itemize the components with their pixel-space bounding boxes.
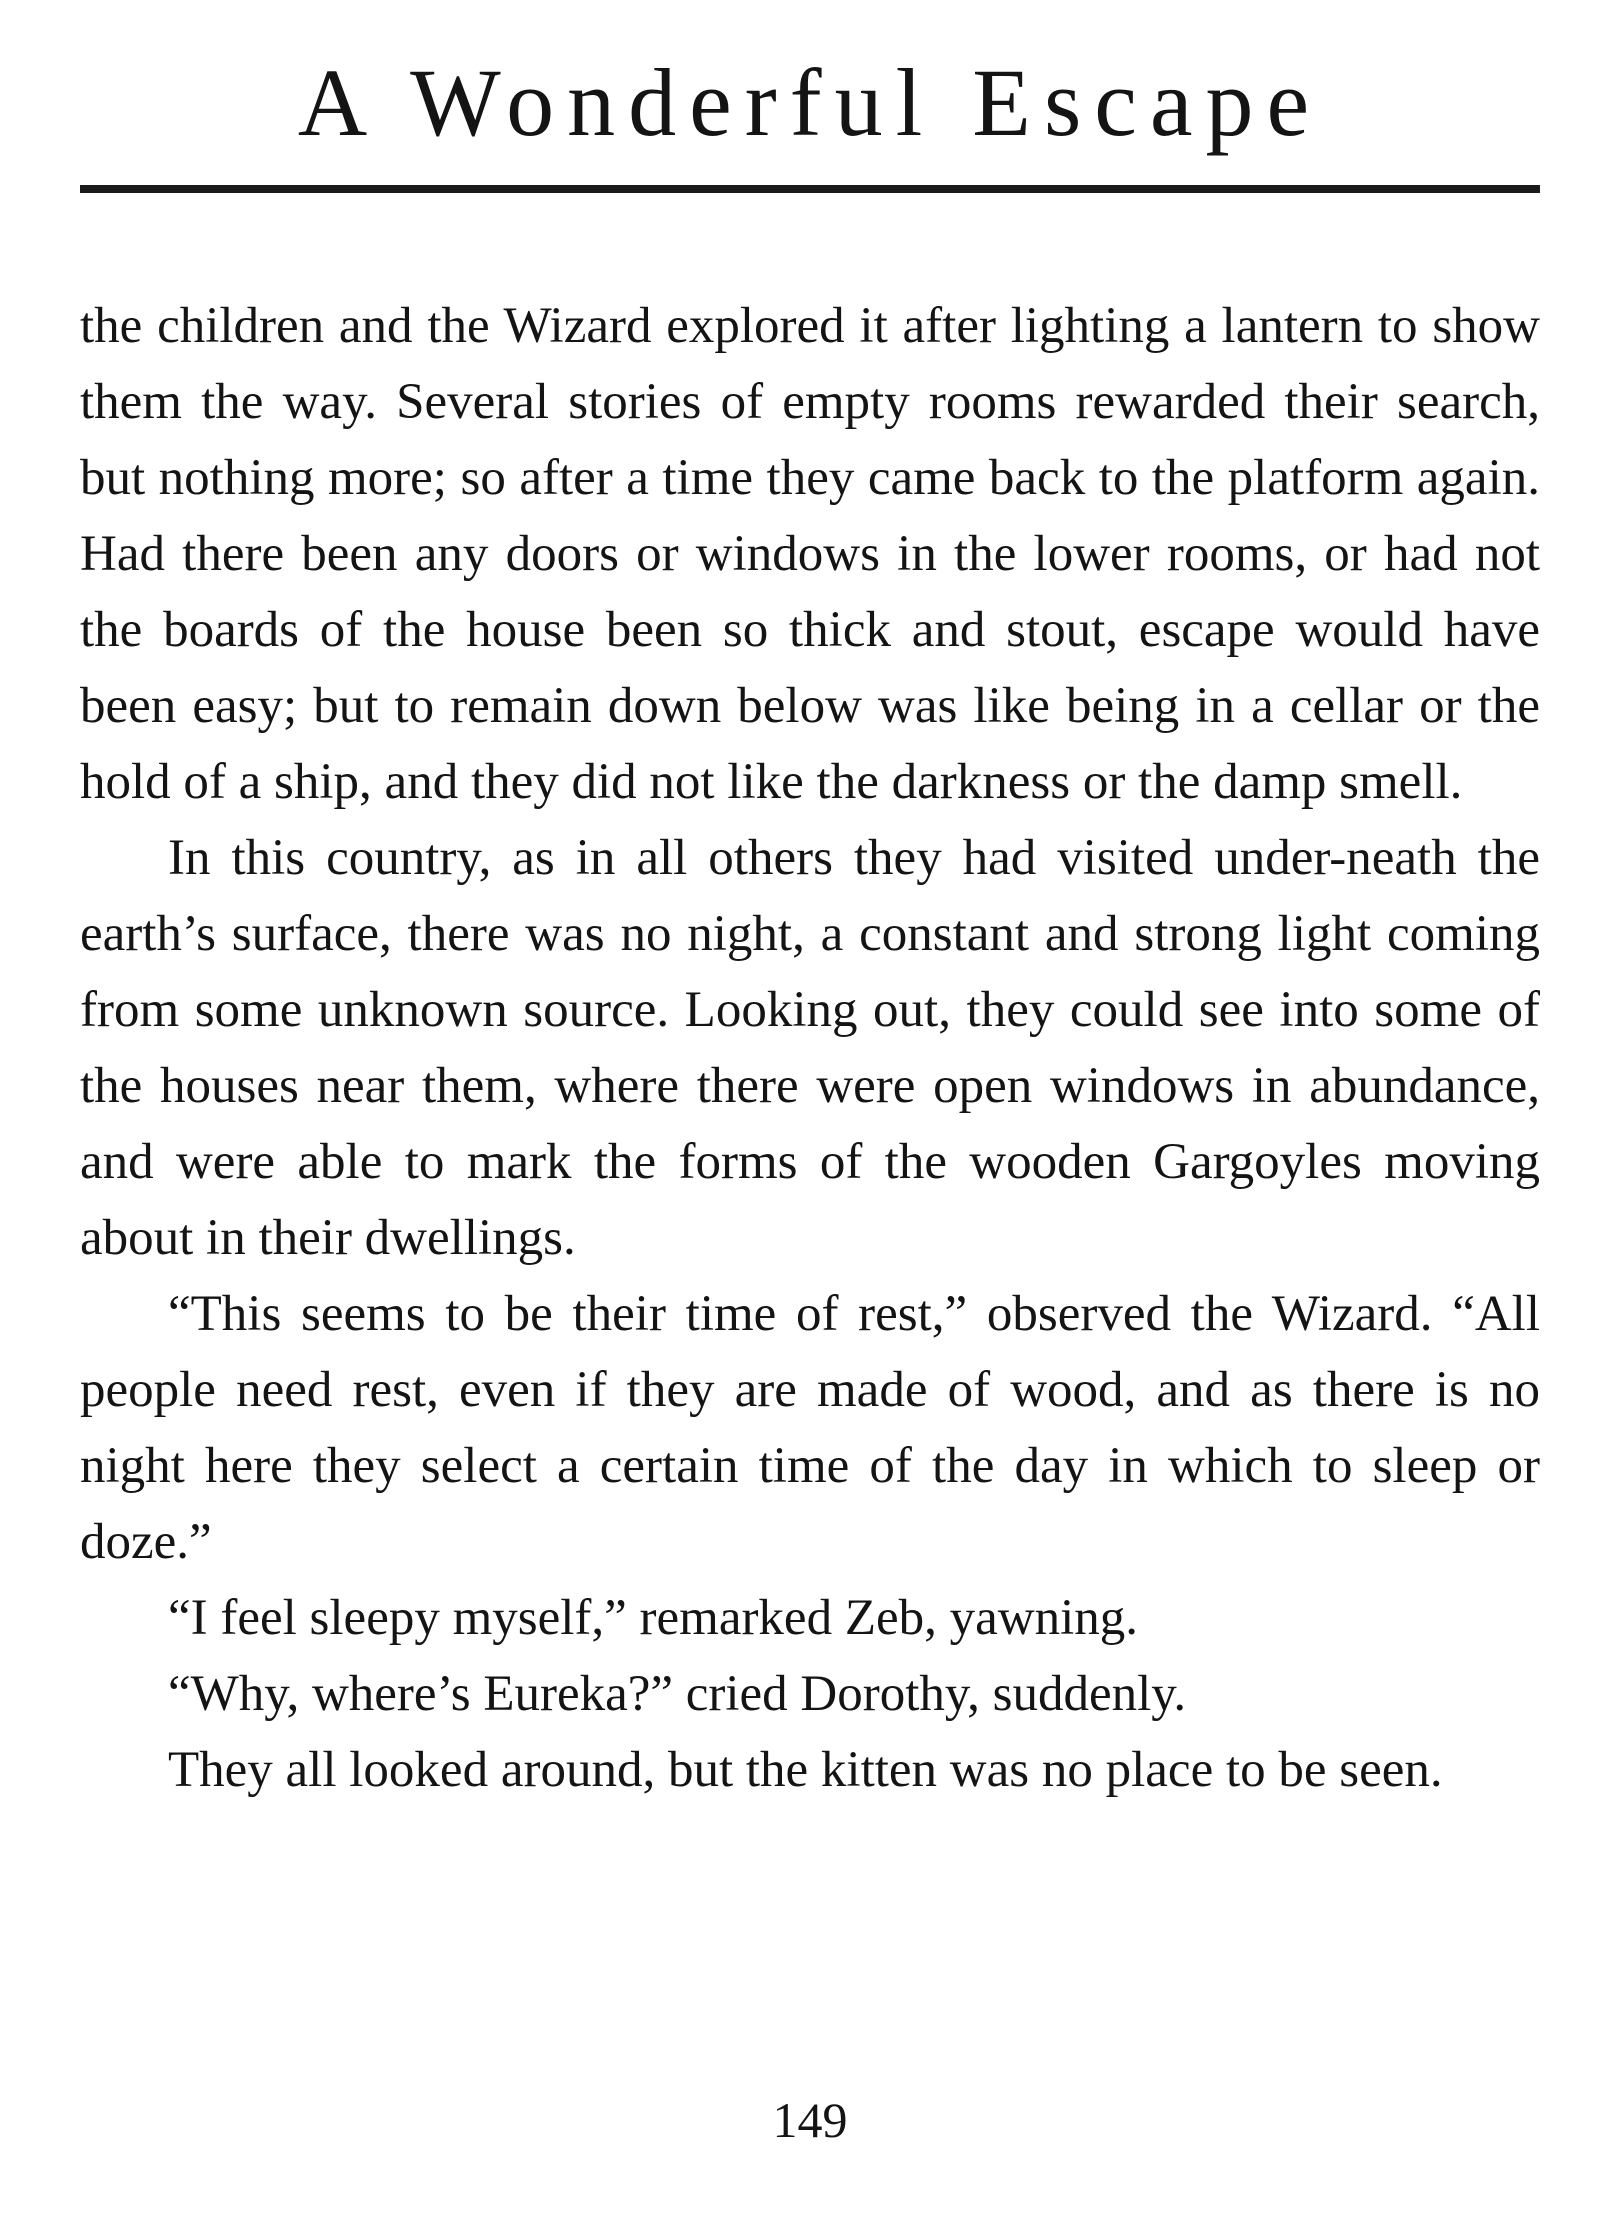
paragraph: “Why, where’s Eureka?” cried Dorothy, suddenly.	[168, 1666, 1187, 1722]
body-text	[80, 288, 1540, 1808]
paragraph: “This seems to be their time of rest,” observed the Wizard. “All people need rest, even if they are made of wood, and as there is no night here they select a certain time of the day in which to sleep or doze.”	[80, 1286, 1540, 1570]
running-head: A Wonderful Escape	[297, 49, 1323, 156]
paragraph: “I feel sleepy myself,” remarked Zeb, yawning.	[168, 1590, 1138, 1646]
paragraph: They all looked around, but the kitten was no place to be seen.	[168, 1742, 1443, 1798]
paragraph-continued: the children and the Wizard explored it after lighting a lantern to show them the way. Several stories of empty rooms rewarded their search, but nothing more; so after a time they came back to the platform again. Had there been any doors or windows in the lower rooms, or had not the boards of the house been so thick and stout, escape would have been easy; but to remain down below was like being in a cellar or the hold of a ship, and they did not like the darkness or the damp smell.	[80, 298, 1540, 810]
paragraph: In this country, as in all others they had visited under-neath the earth’s surface, there was no night, a constant and strong light coming from some unknown source. Looking out, they could see into some of the houses near them, where there were open windows in abundance, and were able to mark the forms of the wooden Gargoyles moving about in their dwellings.	[80, 830, 1540, 1266]
header-rule	[80, 185, 1540, 193]
page-number: 149	[772, 2092, 848, 2148]
